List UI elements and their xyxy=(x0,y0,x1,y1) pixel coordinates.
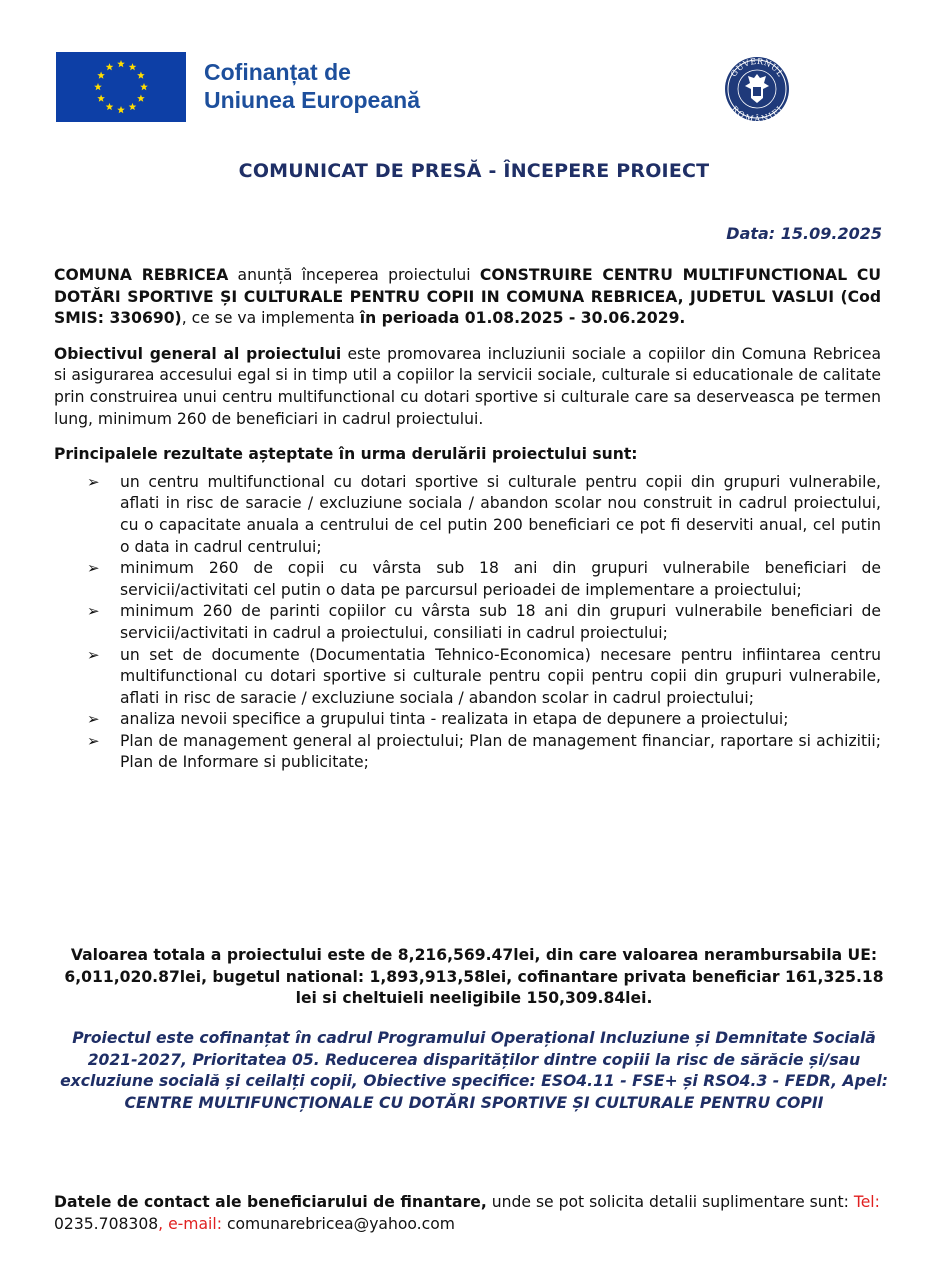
project-value-paragraph: Valoarea totala a proiectului este de 8,216,569.47lei, din care valoarea nerambursabila UE: 6,011,020.87lei, bugetul national: 1,893,913,58lei, cofinantare privata beneficiar 161,325.18 lei si cheltuieli neeligibile 150,309.84lei. xyxy=(64,946,884,1008)
contact-label: Datele de contact ale beneficiarului de finantare, xyxy=(54,1193,487,1211)
objective-label: Obiectivul general al proiectului xyxy=(54,344,342,363)
svg-text:GUVERNUL: GUVERNUL xyxy=(729,56,786,79)
arrow-bullet-icon: ➢ xyxy=(87,731,100,750)
eu-line-2: Uniunea Europeană xyxy=(204,87,420,113)
list-item: ➢ analiza nevoii specifice a grupului tinta - realizata in etapa de depunere a proiectului; xyxy=(54,709,881,731)
eu-line-1: Cofinanțat de xyxy=(204,59,351,85)
arrow-bullet-icon: ➢ xyxy=(87,602,100,621)
intro-paragraph: COMUNA REBRICEA anunță începerea proiectului CONSTRUIRE CENTRU MULTIFUNCTIONAL CU DOTĂRI SPORTIVE ȘI CULTURALE PENTRU COPII IN COMUNA REBRICEA, JUDETUL VASLUI (Cod SMIS: 330690), ce se va implementa în perioada 01.08.2025 - 30.06.2029. xyxy=(54,266,881,328)
arrow-bullet-icon: ➢ xyxy=(87,710,100,729)
release-date: Data: 15.09.2025 xyxy=(726,224,882,243)
svg-text:ROMÂNIEI: ROMÂNIEI xyxy=(729,104,785,122)
list-item: ➢ Plan de management general al proiectului; Plan de management financiar, raportare si achizitii; Plan de Informare si publicitate; xyxy=(87,731,881,772)
results-heading: Principalele rezultate așteptate în urma derulării proiectului sunt: xyxy=(54,445,638,464)
press-release-title: COMUNICAT DE PRESĂ - ÎNCEPERE PROIECT xyxy=(238,160,710,182)
arrow-bullet-icon: ➢ xyxy=(87,472,100,491)
eu-cofinance-label xyxy=(204,58,420,114)
implementation-period: în perioada 01.08.2025 - 30.06.2029. xyxy=(359,309,686,328)
list-item: ➢ minimum 260 de copii cu vârsta sub 18 ani din grupuri vulnerabile beneficiari de servicii/activitati cel putin o data pe parcursul perioadei de implementare a proiectului; xyxy=(87,559,881,599)
objective-paragraph: Obiectivul general al proiectului este promovarea incluziunii sociale a copiilor din Comuna Rebricea si asigurarea accesului egal si in timp util a copiilor la servicii sociale, culturale si educationale de calitate prin construirea unui centru multifunctional cu dotari sportive si culturale care sa deserveasca pe termen lung, minimum 260 de beneficiari in cadrul proiectului. xyxy=(54,344,882,428)
program-paragraph: Proiectul este cofinanțat în cadrul Programului Operațional Incluziune și Demnitate Socială 2021-2027, Prioritatea 05. Reducerea disparităților dintre copiii la risc de sărăcie și/sau excluziune socială și ceilalți copii, Obiective specifice: ESO4.11 - FSE+ și RSO4.3 - FEDR, Apel: CENTRE MULTIFUNCȚIONALE CU DOTĂRI SPORTIVE ȘI CULTURALE PENTRU COPII xyxy=(60,1029,888,1112)
phone-number[interactable]: 0235.708308 xyxy=(54,1214,159,1233)
email-link[interactable]: comunarebricea@yahoo.com xyxy=(221,1214,455,1233)
contact-paragraph: Datele de contact ale beneficiarului de finantare, unde se pot solicita detalii suplimentare sunt: Tel: 0235.708308, e-mail: comunarebricea@yahoo.com xyxy=(54,1193,880,1233)
arrow-bullet-icon: ➢ xyxy=(87,645,100,664)
main-content xyxy=(54,265,881,774)
list-item: ➢ un set de documente (Documentatia Tehnico-Economica) necesare pentru infiintarea centru multifunctional cu dotari sportive si culturale pentru copii pentru copii din grupuri vulnerabile, aflati in risc de saracie / excluziune sociala / abandon scolar in cadrul proiectului; xyxy=(87,645,881,707)
eu-flag-logo xyxy=(56,52,186,122)
arrow-bullet-icon: ➢ xyxy=(87,559,100,578)
list-item: ➢ un centru multifunctional cu dotari sportive si culturale pentru copii din grupuri vulnerabile, aflati in risc de saracie / excluziune sociala / abandon scolar nou construit in cadrul proiectului, cu o capacitate anuala a centrului de cel putin 200 beneficiari ce pot fi deserviti anual, cel putin o data in cadrul centrului; xyxy=(87,472,881,556)
beneficiary-name: COMUNA REBRICEA xyxy=(54,266,229,284)
government-seal-logo xyxy=(716,56,798,122)
list-item: ➢ minimum 260 de parinti copiilor cu vârsta sub 18 ani din grupuri vulnerabile beneficiari de servicii/activitati in cadrul a proiectului, consiliati in cadrul proiectului; xyxy=(87,602,881,642)
results-list xyxy=(54,472,881,774)
project-title: CONSTRUIRE CENTRU MULTIFUNCTIONAL CU DOTĂRI SPORTIVE ȘI CULTURALE PENTRU COPII IN COMUNA REBRICEA, JUDETUL VASLUI (Cod SMIS: 330690) xyxy=(54,266,881,328)
tel-label: Tel: xyxy=(853,1193,880,1211)
email-label: , e-mail: xyxy=(158,1214,222,1233)
